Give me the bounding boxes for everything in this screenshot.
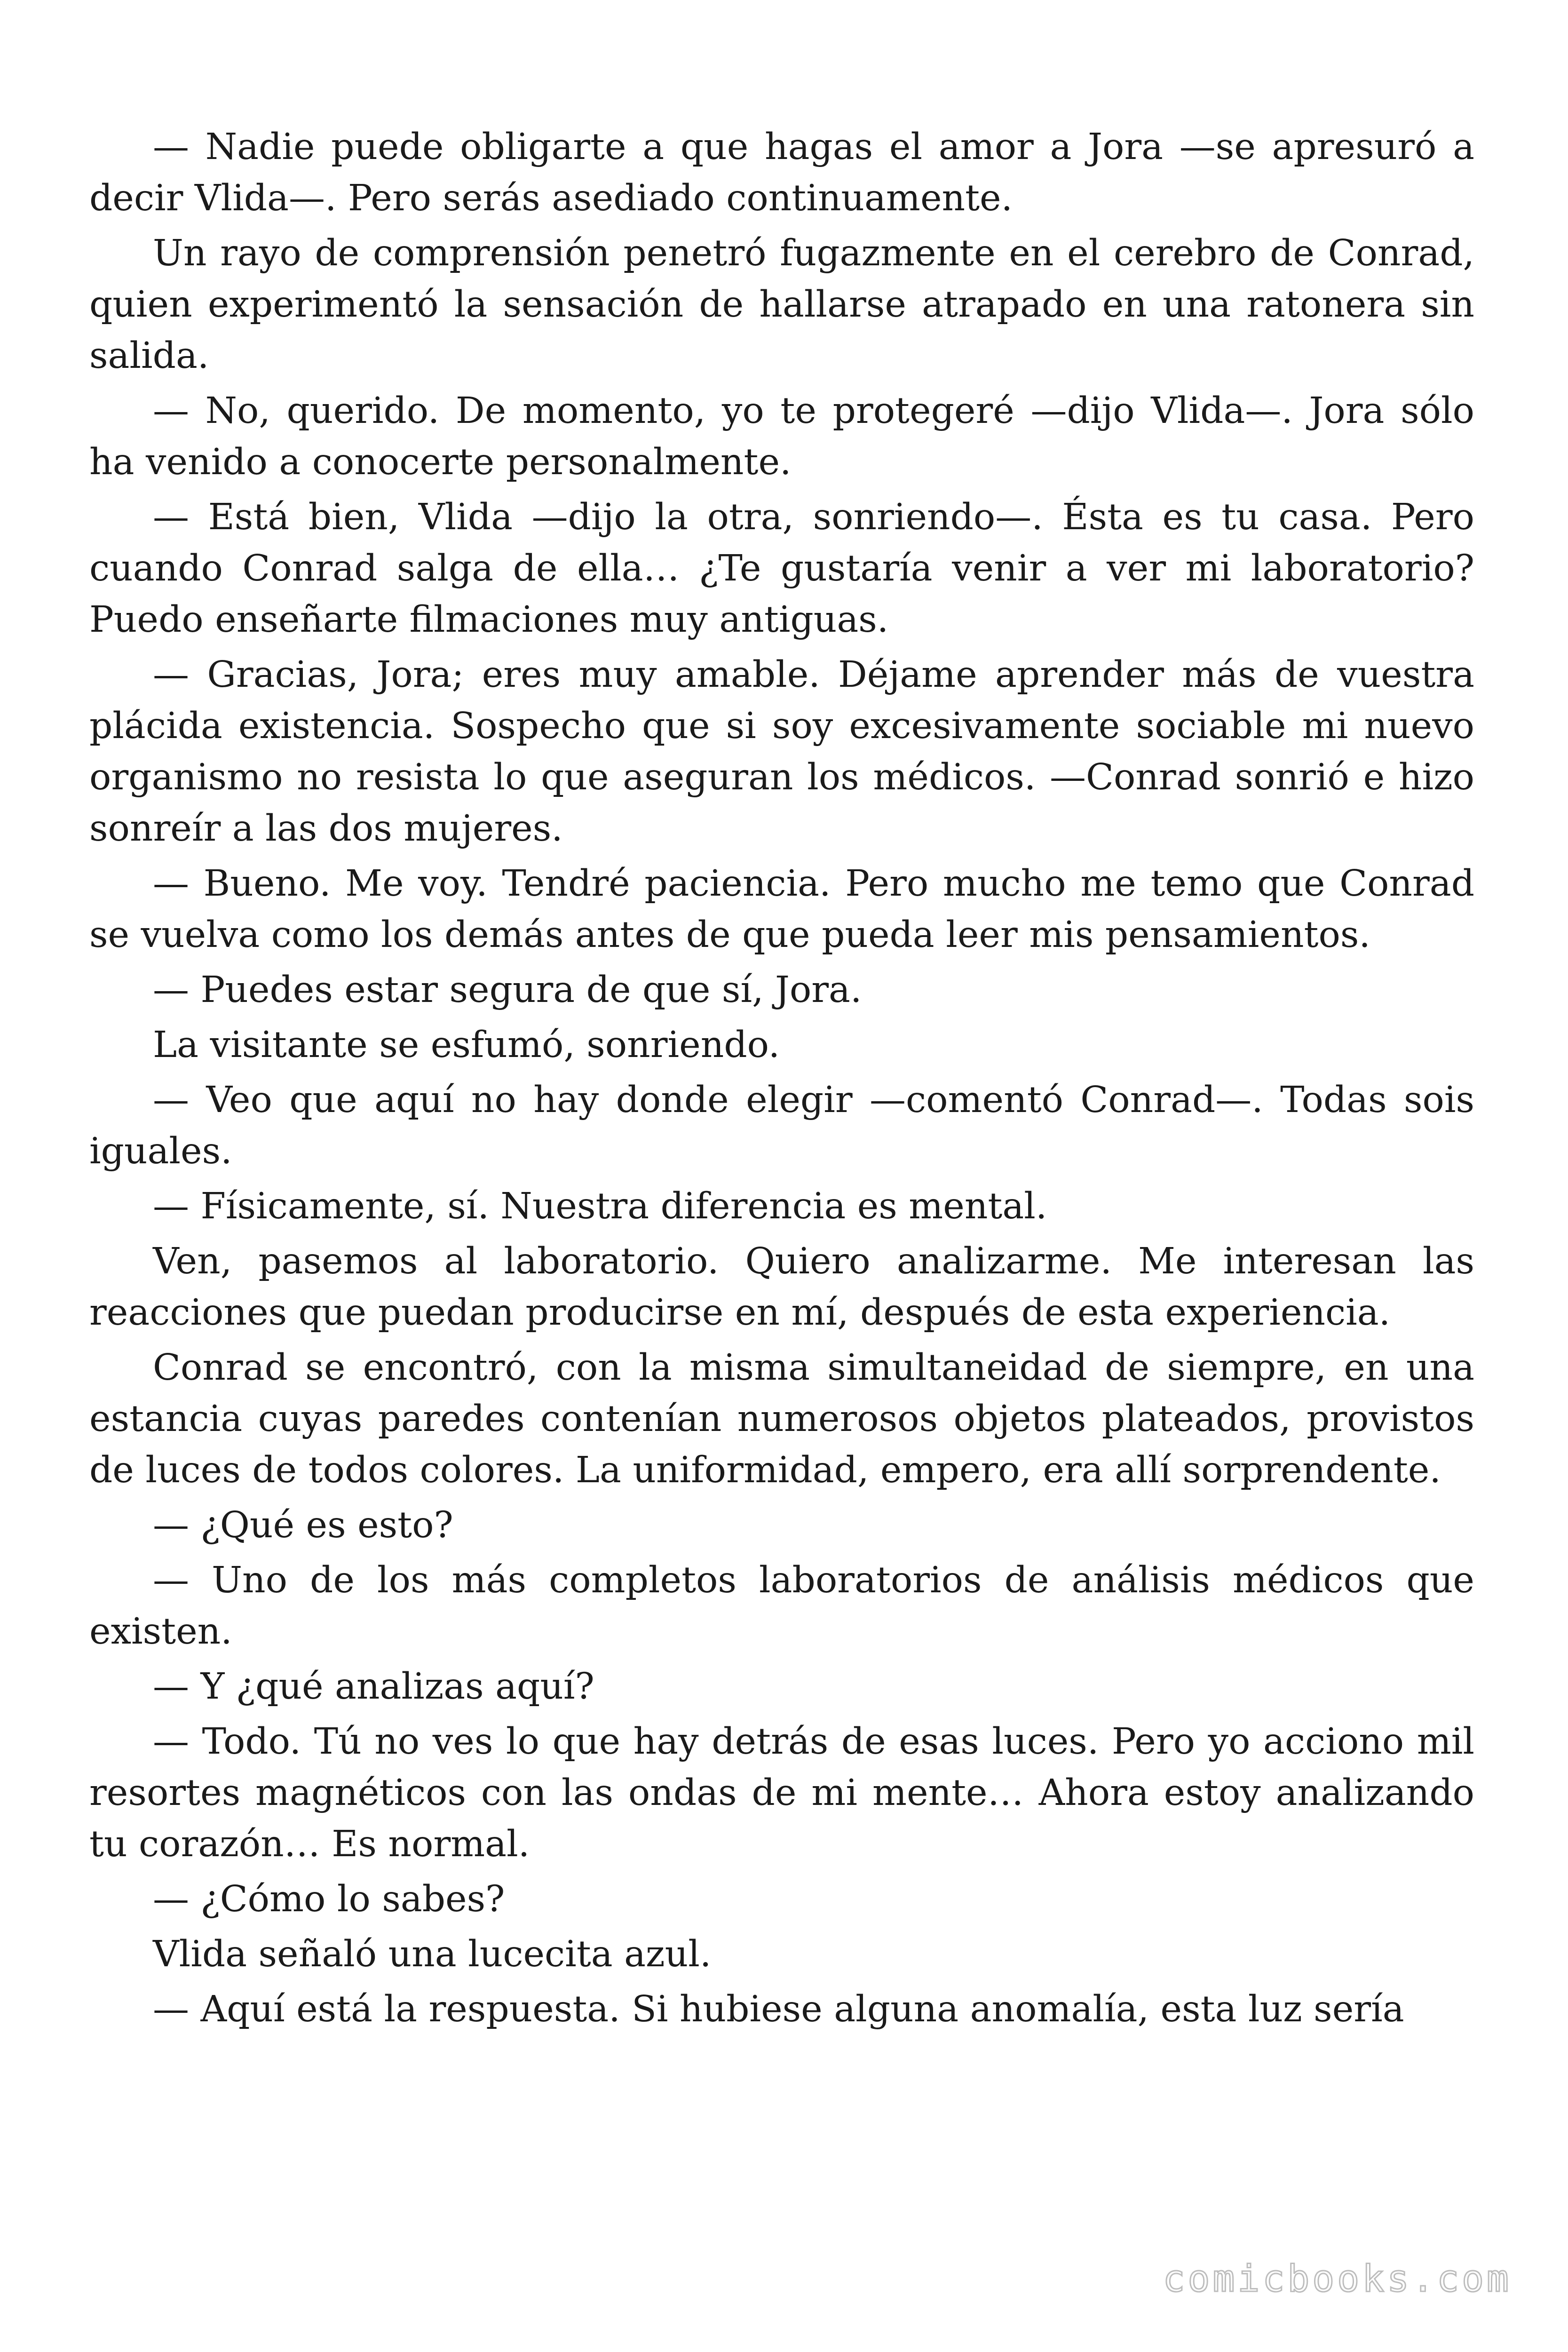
paragraph: — ¿Cómo lo sabes? (153, 1878, 505, 1920)
paragraph: La visitante se esfumó, sonriendo. (153, 1024, 780, 1066)
paragraph: — ¿Qué es esto? (153, 1504, 453, 1546)
paragraph: — Puedes estar segura de que sí, Jora. (153, 969, 862, 1011)
paragraph: — Aquí está la respuesta. Si hubiese alguna anomalía, esta luz sería (153, 1988, 1404, 2030)
paragraph: — Nadie puede obligarte a que hagas el amor a Jora —se apresuró a decir Vlida—. Pero serás asediado continuamente. (89, 126, 1474, 219)
paragraph: — No, querido. De momento, yo te protegeré —dijo Vlida—. Jora sólo ha venido a conocerte personalmente. (89, 390, 1474, 483)
paragraph: Ven, pasemos al laboratorio. Quiero analizarme. Me interesan las reacciones que puedan producirse en mí, después de esta experiencia. (89, 1240, 1474, 1334)
paragraph: Conrad se encontró, con la misma simultaneidad de siempre, en una estancia cuyas paredes contenían numerosos objetos plateados, provistos de luces de todos colores. La uniformidad, empero, era allí sorprendente. (89, 1347, 1474, 1491)
watermark: comicbooks.com (1163, 2258, 1512, 2300)
paragraph: — Gracias, Jora; eres muy amable. Déjame aprender más de vuestra plácida existencia. Sospecho que si soy excesivamente sociable mi nuevo organismo no resista lo que aseguran los médicos. —Conrad sonrió e hizo sonreír a las dos mujeres. (89, 654, 1474, 850)
paragraph: — Está bien, Vlida —dijo la otra, sonriendo—. Ésta es tu casa. Pero cuando Conrad salga de ella… ¿Te gustaría venir a ver mi laboratorio? Puedo enseñarte filmaciones muy antiguas. (89, 496, 1474, 641)
paragraph: — Veo que aquí no hay donde elegir —comentó Conrad—. Todas sois iguales. (89, 1079, 1474, 1172)
paragraph: Un rayo de comprensión penetró fugazmente en el cerebro de Conrad, quien experimentó la sensación de hallarse atrapado en una ratonera sin salida. (89, 232, 1474, 377)
paragraph: — Uno de los más completos laboratorios de análisis médicos que existen. (89, 1559, 1474, 1653)
paragraph: — Todo. Tú no ves lo que hay detrás de esas luces. Pero yo acciono mil resortes magnéticos con las ondas de mi mente… Ahora estoy analizando tu corazón… Es normal. (89, 1721, 1474, 1865)
paragraph: — Bueno. Me voy. Tendré paciencia. Pero mucho me temo que Conrad se vuelva como los demás antes de que pueda leer mis pensamientos. (89, 863, 1474, 956)
paragraph: — Físicamente, sí. Nuestra diferencia es mental. (153, 1185, 1047, 1227)
page-text (89, 121, 1474, 2039)
paragraph: Vlida señaló una lucecita azul. (153, 1933, 712, 1975)
paragraph: — Y ¿qué analizas aquí? (153, 1666, 594, 1708)
